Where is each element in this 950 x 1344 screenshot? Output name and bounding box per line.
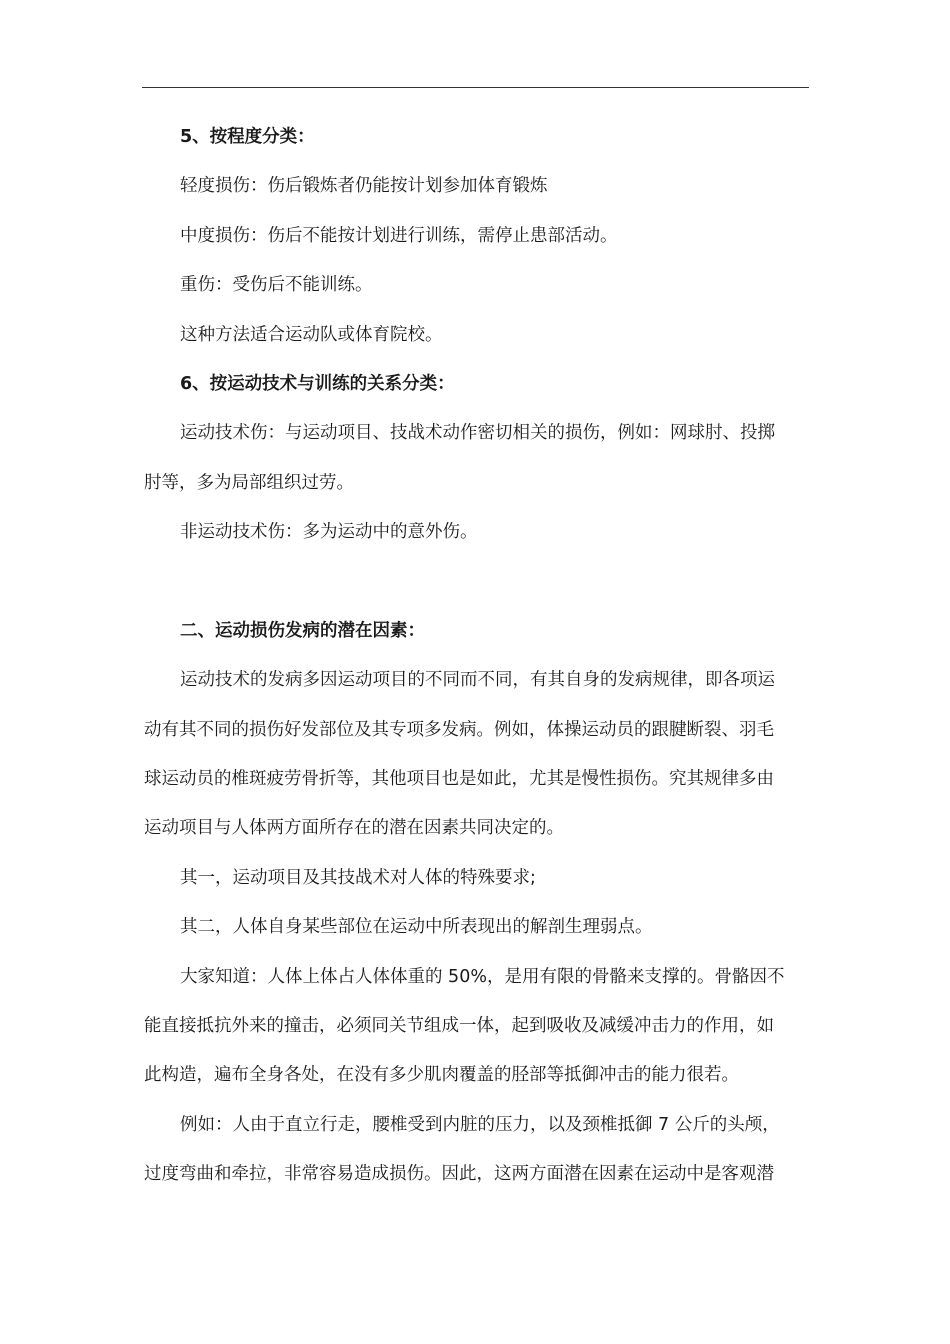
paragraph-line: 此构造，遍布全身各处，在没有多少肌肉覆盖的胫部等抵御冲击的能力很若。 — [144, 1065, 739, 1086]
paragraph-line: 大家知道：人体上体占人体体重的 50%，是用有限的骨骼来支撑的。骨骼因不 — [180, 966, 785, 987]
header-rule — [142, 87, 809, 88]
paragraph-line: 中度损伤：伤后不能按计划进行训练，需停止患部活动。 — [180, 225, 618, 246]
paragraph-line: 轻度损伤：伤后锻炼者仍能按计划参加体育锻炼 — [180, 176, 548, 197]
paragraph-line: 能直接抵抗外来的撞击，必须同关节组成一体，起到吸收及减缓冲击力的作用，如 — [144, 1016, 774, 1037]
heading-by-technique: 6、按运动技术与训练的关系分类： — [180, 373, 455, 394]
paragraph-line: 重伤：受伤后不能训练。 — [180, 275, 373, 296]
paragraph-line: 肘等，多为局部组织过劳。 — [144, 472, 354, 493]
paragraph-line: 运动项目与人体两方面所存在的潜在因素共同决定的。 — [144, 818, 564, 839]
paragraph-line: 这种方法适合运动队或体育院校。 — [180, 324, 443, 345]
paragraph-line: 其二，人体自身某些部位在运动中所表现出的解剖生理弱点。 — [180, 917, 653, 938]
heading-by-severity: 5、按程度分类： — [180, 127, 315, 147]
paragraph-line: 球运动员的椎斑疲劳骨折等，其他项目也是如此，尤其是慢性损伤。究其规律多由 — [144, 769, 774, 790]
paragraph-line: 过度弯曲和牵拉，非常容易造成损伤。因此，这两方面潜在因素在运动中是客观潜 — [144, 1164, 774, 1185]
paragraph-line: 例如：人由于直立行走，腰椎受到内脏的压力，以及颈椎抵御 7 公斤的头颅， — [180, 1114, 780, 1135]
paragraph-line: 其一，运动项目及其技战术对人体的特殊要求; — [180, 867, 536, 888]
blank-line — [144, 558, 808, 607]
paragraph-line: 动有其不同的损伤好发部位及其专项多发病。例如，体操运动员的跟腱断裂、羽毛 — [144, 719, 774, 740]
paragraph-line: 运动技术伤：与运动项目、技战术动作密切相关的损伤，例如：网球肘、投掷 — [180, 423, 775, 444]
paragraph-line: 运动技术的发病多因运动项目的不同而不同，有其自身的发病规律，即各项运 — [180, 670, 775, 691]
section-heading-latent-factors: 二、运动损伤发病的潜在因素： — [180, 620, 425, 641]
paragraph-line: 非运动技术伤：多为运动中的意外伤。 — [180, 522, 478, 543]
document-body — [144, 113, 808, 1200]
